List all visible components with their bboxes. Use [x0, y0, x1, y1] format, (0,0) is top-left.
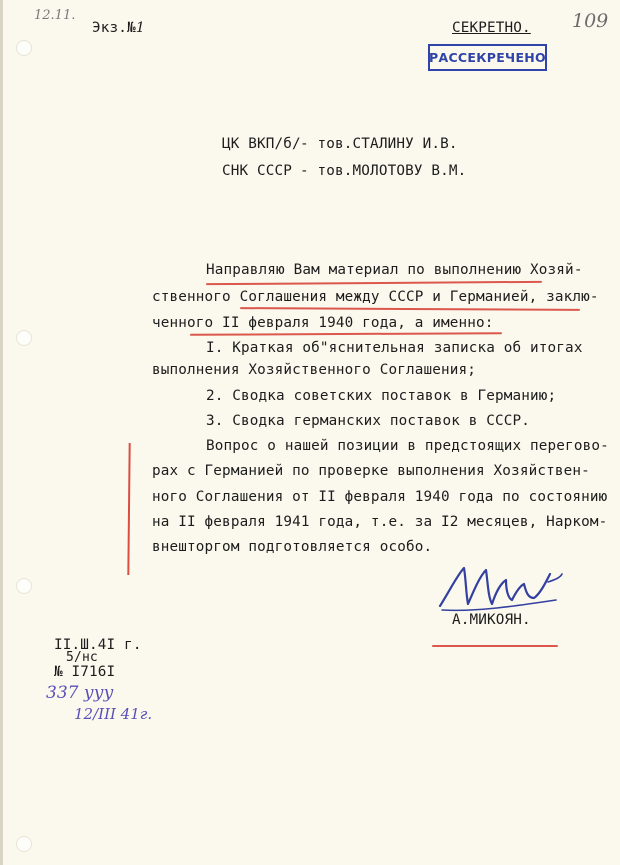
red-underline: [240, 307, 580, 311]
handwritten-note: 337 ууу: [46, 683, 114, 703]
signatory-name: А.МИКОЯН.: [452, 612, 531, 628]
body-line: Вопрос о нашей позиции в предстоящих перегово-: [206, 438, 609, 454]
addressee-org: СНК СССР: [222, 163, 293, 179]
red-underline: [206, 281, 542, 285]
declassified-stamp: РАССЕКРЕЧЕНО: [428, 44, 547, 71]
pencil-note: 12.11.: [34, 8, 76, 23]
body-line: рах с Германией по проверке выполнения Хозяйствен-: [152, 463, 590, 479]
addressee-name: - тов.СТАЛИНУ И.В.: [300, 136, 458, 152]
body-line: 2. Сводка советских поставок в Германию;: [206, 388, 557, 404]
body-line: Направляю Вам материал по выполнению Хозяй-: [206, 262, 583, 278]
body-line: ного Соглашения от II февраля 1940 года по состоянию: [152, 489, 608, 505]
body-line: I. Краткая об"яснительная записка об итогах: [206, 340, 583, 356]
red-underline: [190, 332, 502, 336]
punch-hole: [16, 330, 32, 346]
punch-hole: [16, 40, 32, 56]
red-margin-mark: [127, 443, 130, 575]
copy-number: [92, 20, 145, 36]
body-line: на II февраля 1941 года, т.е. за I2 месяцев, Нарком-: [152, 514, 608, 530]
body-line: ственного Соглашения между СССР и Германией, заклю-: [152, 289, 599, 305]
handwritten-signature: [436, 560, 566, 620]
secrecy-label: СЕКРЕТНО.: [452, 20, 531, 36]
page-number: 109: [572, 10, 609, 32]
red-underline: [432, 645, 558, 647]
copy-number-label: Экз.№: [92, 20, 136, 36]
addressee-name: - тов.МОЛОТОВУ В.М.: [300, 163, 467, 179]
registration-number: № I716I: [54, 664, 116, 680]
copy-number-value: 1: [135, 20, 146, 36]
body-line: внешторгом подготовляется особо.: [152, 539, 433, 555]
punch-hole: [16, 578, 32, 594]
document-date: II.Ш.4I г.: [54, 637, 142, 653]
punch-hole: [16, 836, 32, 852]
handwritten-date: 12/III 41г.: [74, 705, 153, 723]
addressee-org: ЦК ВКП/б/: [222, 136, 301, 152]
body-line: 3. Сводка германских поставок в СССР.: [206, 413, 531, 429]
body-line: ченного II февраля 1940 года, а именно:: [152, 315, 494, 331]
document-number: 5/нс: [66, 650, 98, 665]
body-line: выполнения Хозяйственного Соглашения;: [152, 362, 477, 378]
page-edge: [0, 0, 3, 865]
